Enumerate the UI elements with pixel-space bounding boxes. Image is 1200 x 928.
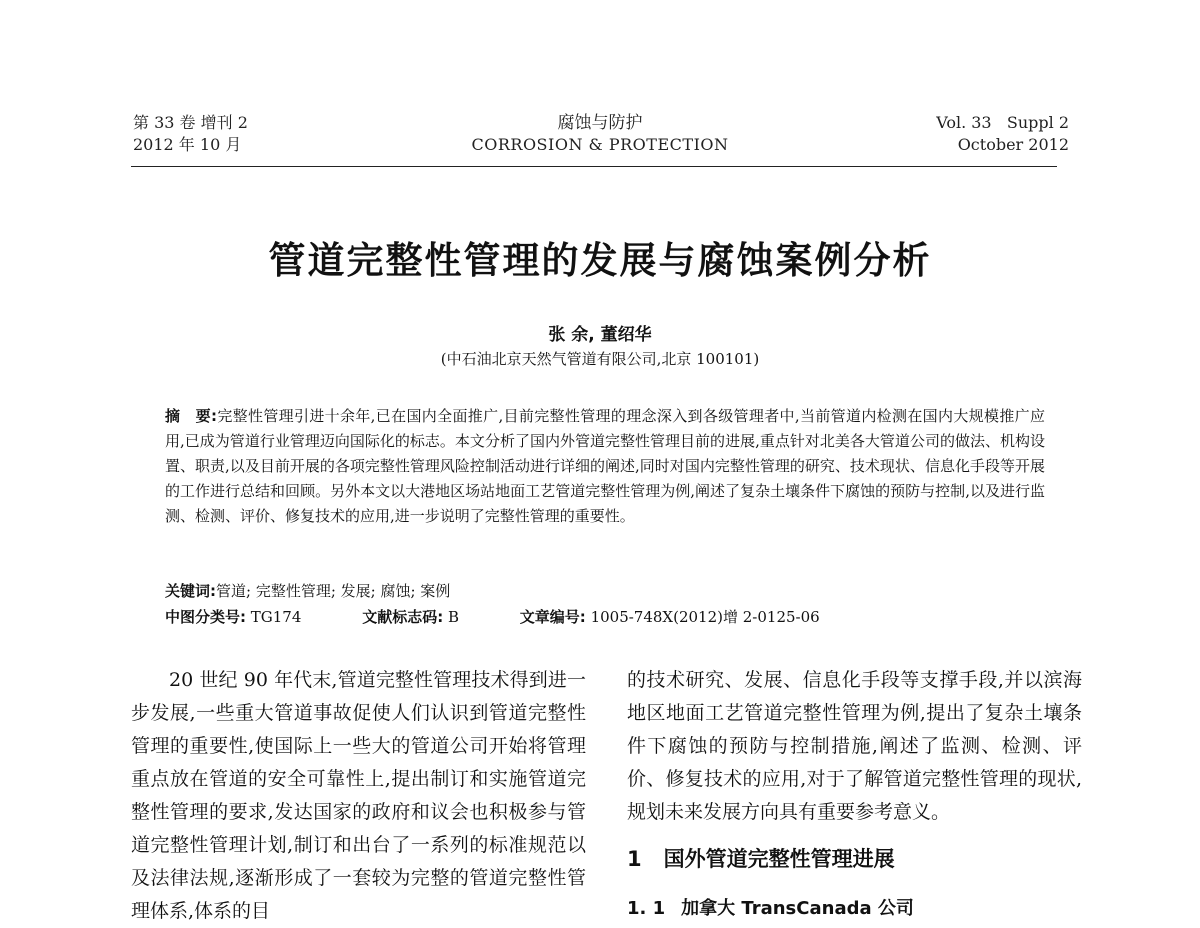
clc-value: TG174 — [250, 608, 302, 626]
clc-label: 中图分类号: — [165, 608, 246, 626]
keywords — [165, 580, 450, 601]
journal-name-cn: 腐蚀与防护 — [557, 113, 643, 133]
journal-volume-en — [936, 112, 1069, 156]
doc-code-label: 文献标志码: — [362, 608, 444, 626]
publication-date-cn: 2012 年 10 月 — [133, 135, 242, 154]
journal-name-en: CORROSION & PROTECTION — [471, 135, 729, 154]
subsection-heading — [627, 894, 914, 920]
abstract-text: 完整性管理引进十余年,已在国内全面推广,目前完整性管理的理念深入到各级管理者中,当前管道内检测在国内大规模推广应用,已成为管道行业管理迈向国际化的标志。本文分析了国内外管道完整性管理目前的进展,重点针对北美各大管道公司的做法、机构设置、职责,以及目前开展的各项完整性管理风险控制活动进行详细的阐述,同时对国内完整性管理的研究、技术现状、信息化手段等开展的工作进行总结和回顾。另外本文以大港地区场站地面工艺管道完整性管理为例,阐述了复杂土壤条件下腐蚀的预防与控制,以及进行监测、检测、评价、修复技术的应用,进一步说明了完整性管理的重要性。 — [165, 407, 1045, 525]
keywords-text: 管道; 完整性管理; 发展; 腐蚀; 案例 — [216, 582, 451, 600]
subsection-title: 加拿大 TransCanada 公司 — [681, 898, 914, 919]
header-rule — [131, 166, 1057, 167]
affiliation: (中石油北京天然气管道有限公司,北京 100101) — [440, 350, 760, 368]
classification-line — [165, 606, 1065, 627]
article-number-value: 1005-748X(2012)增 2-0125-06 — [590, 608, 820, 626]
subsection-number: 1. 1 — [627, 898, 666, 919]
volume-suppl-en: Vol. 33 Suppl 2 — [936, 113, 1069, 132]
section-title: 国外管道完整性管理进展 — [663, 847, 895, 871]
paper-title: 管道完整性管理的发展与腐蚀案例分析 — [268, 239, 932, 282]
section-heading — [627, 843, 895, 873]
abstract — [165, 404, 1045, 529]
keywords-label: 关键词: — [165, 582, 216, 600]
body-left-column: 20 世纪 90 年代末,管道完整性管理技术得到进一步发展,一些重大管道事故促使人们认识到管道完整性管理的重要性,使国际上一些大的管道公司开始将管理重点放在管道的安全可靠性上,提出制订和实施管道完整性管理的要求,发达国家的政府和议会也积极参与管道完整性管理计划,制订和出台了一系列的标准规范以及法律法规,逐渐形成了一套较为完整的管道完整性管理体系,体系的目 — [131, 669, 586, 922]
article-number-label: 文章编号: — [519, 608, 586, 626]
publication-date-en: October 2012 — [957, 135, 1069, 154]
abstract-label: 摘 要: — [165, 407, 217, 425]
section-number: 1 — [627, 847, 642, 871]
body-right-column: 的技术研究、发展、信息化手段等支撑手段,并以滨海地区地面工艺管道完整性管理为例,提出了复杂土壤条件下腐蚀的预防与控制措施,阐述了监测、检测、评价、修复技术的应用,对于了解管道完整性管理的现状,规划未来发展方向具有重要参考意义。 — [627, 669, 1082, 823]
authors: 张 余, 董绍华 — [548, 325, 652, 345]
volume-issue: 第 33 卷 增刊 2 — [133, 113, 248, 132]
doc-code-value: B — [447, 608, 459, 626]
